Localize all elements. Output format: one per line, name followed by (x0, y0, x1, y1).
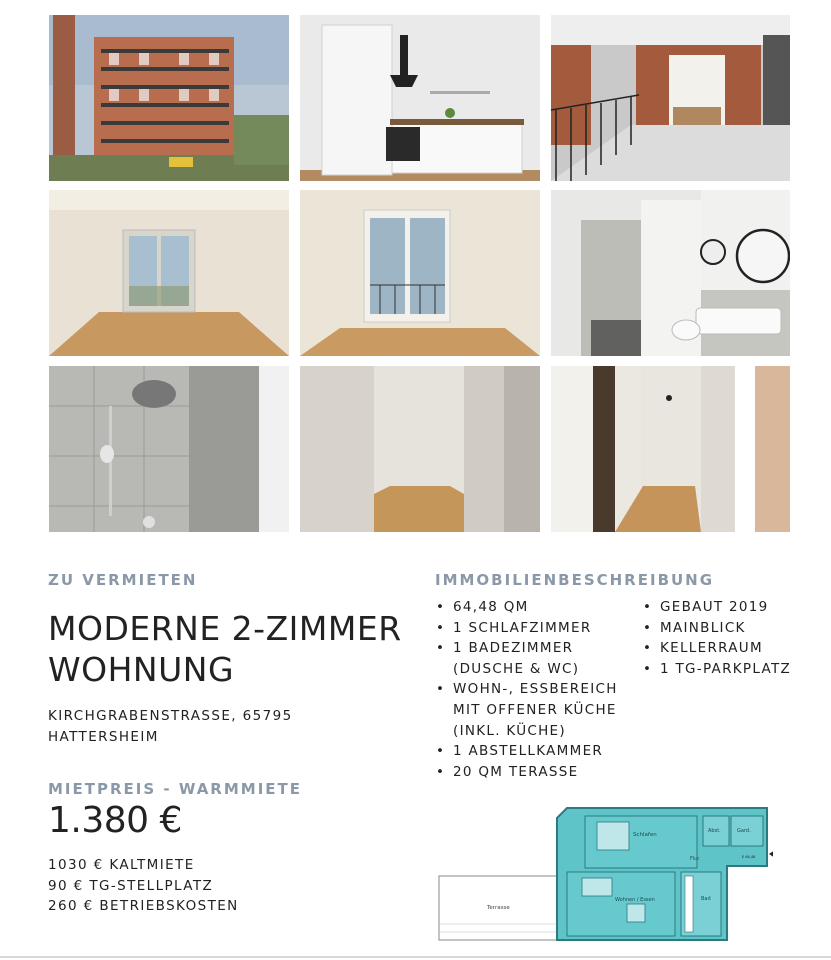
title-line-1: MODERNE 2-ZIMMER (48, 609, 402, 648)
title-line-2: WOHNUNG (48, 650, 235, 689)
description-heading: IMMOBILIENBESCHREIBUNG (435, 571, 715, 589)
price-value: 1.380 € (48, 800, 182, 841)
bedroom-photo (300, 190, 540, 356)
feature-item: • 64,48 QM (436, 597, 618, 618)
hallway-photo (551, 366, 790, 532)
room-storage: Abst. (708, 828, 721, 834)
cost-line: 1030 € KALTMIETE (48, 857, 195, 873)
room-bedroom: Schlafen (633, 832, 657, 838)
kitchen-photo (300, 15, 540, 181)
building-exterior-photo (49, 15, 289, 181)
room-hallway: Flur (690, 856, 700, 862)
price-label: MIETPREIS - WARMMIETE (48, 780, 303, 798)
cost-line: 90 € TG-STELLPLATZ (48, 877, 214, 894)
storage-room-photo (300, 366, 540, 532)
bathroom-photo (551, 190, 790, 356)
cost-breakdown (48, 855, 239, 917)
room-wardrobe: Gard. (737, 828, 751, 834)
address-line-2: HATTERSHEIM (48, 728, 159, 745)
feature-list-2 (643, 597, 791, 679)
feature-item: • MAINBLICK (643, 618, 791, 639)
feature-item: • 1 SCHLAFZIMMER (436, 618, 618, 639)
for-rent-label: ZU VERMIETEN (48, 571, 198, 589)
address (48, 706, 293, 747)
feature-list-1 (436, 597, 618, 782)
feature-item: • WOHN-, ESSBEREICH MIT OFFENER KÜCHE (INKL. KÜCHE) (436, 679, 618, 741)
area-note: E 64,48 (742, 855, 756, 859)
feature-item: • KELLERRAUM (643, 638, 791, 659)
feature-item: • 1 TG-PARKPLATZ (643, 659, 791, 680)
feature-item: • 1 BADEZIMMER (DUSCHE & WC) (436, 638, 618, 679)
feature-item: • GEBAUT 2019 (643, 597, 791, 618)
feature-item: • 1 ABSTELLKAMMER (436, 741, 618, 762)
shower-photo (49, 366, 289, 532)
living-room-photo (49, 190, 289, 356)
feature-item: • 20 QM TERASSE (436, 762, 618, 783)
cost-line: 260 € BETRIEBSKOSTEN (48, 898, 239, 914)
page-bottom-divider (0, 956, 831, 958)
terrace-photo (551, 15, 790, 181)
room-terrace: Terrasse (487, 905, 510, 911)
room-bathroom: Bad (701, 896, 711, 902)
page-title (48, 608, 402, 690)
floor-plan (437, 806, 773, 944)
address-line-1: KIRCHGRABENSTRASSE, 65795 (48, 708, 293, 724)
room-living: Wohnen / Essen (615, 897, 655, 903)
